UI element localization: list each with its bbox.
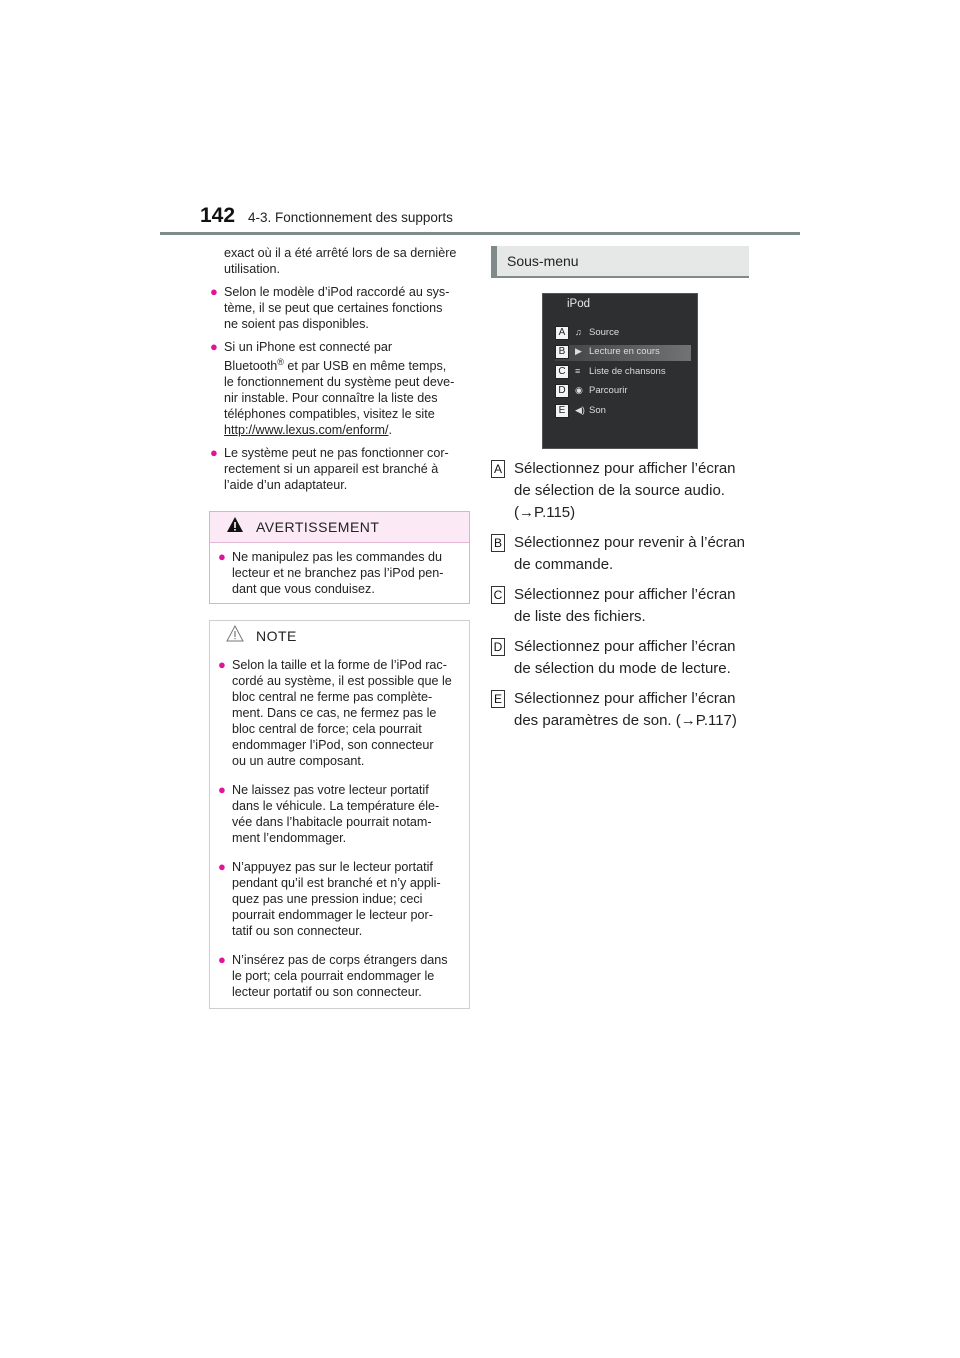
source-icon: ♫	[575, 327, 582, 337]
text-line: ne soient pas disponibles.	[224, 317, 369, 331]
text-line: nir instable. Pour connaître la liste des	[224, 391, 438, 405]
description-d: D Sélectionnez pour afficher l’écran de sélection du mode de lecture.	[491, 636, 761, 680]
note-item: ● Ne laissez pas votre lecteur portatif dans le véhicule. La température éle- vée dans l’habitacle pourrait notam- ment l’endommager.	[218, 782, 440, 845]
browse-eye-icon: ◉	[575, 385, 583, 395]
text-line: tème, il se peut que certaines fonctions	[224, 301, 443, 315]
bullet-icon: ●	[218, 859, 226, 874]
note-item: ● Selon la taille et la forme de l’iPod rac- cordé au système, il est possible que le bloc central ne ferme pas complète- ment. Dans ce cas, ne fermez pas le bloc central de force; cela pourrait endommager l’iPod, son connecteur ou un autre composant.	[218, 657, 452, 768]
screen-row-browse[interactable]: D ◉ Parcourir	[555, 384, 691, 400]
ipod-submenu-screen	[542, 293, 698, 449]
playlist-icon: ≡	[575, 366, 581, 376]
bullet-icon: ●	[210, 284, 218, 299]
text-line: utilisation.	[224, 262, 281, 276]
note-title: NOTE	[256, 628, 297, 644]
callout-letter: A	[491, 460, 505, 478]
submenu-header	[491, 246, 749, 278]
warning-item: ● Ne manipulez pas les commandes du lecteur et ne branchez pas l’iPod pen- dant que vous conduisez.	[218, 549, 444, 596]
description-e: E Sélectionnez pour afficher l’écran des paramètres de son. (→P.117)	[491, 688, 761, 732]
header-rule	[160, 232, 800, 235]
callout-letter: B	[491, 534, 505, 552]
warning-header	[210, 512, 469, 543]
callout-label: A	[555, 326, 569, 340]
screen-row-sound[interactable]: E ◀) Son	[555, 404, 691, 420]
speaker-icon: ◀)	[575, 405, 585, 415]
description-c: C Sélectionnez pour afficher l’écran de liste des fichiers.	[491, 584, 761, 628]
page-number: 142	[200, 204, 236, 227]
bullet-icon: ●	[218, 782, 226, 797]
screen-title: iPod	[567, 298, 591, 310]
bullet-icon: ●	[210, 445, 218, 460]
text-line: exact où il a été arrêté lors de sa dernière	[224, 246, 457, 260]
page-reference: (→P.115)	[514, 504, 576, 521]
callout-label: C	[555, 365, 569, 379]
description-b: B Sélectionnez pour revenir à l’écran de commande.	[491, 532, 761, 576]
text-line: http://www.lexus.com/enform/.	[224, 423, 392, 437]
screen-row-source[interactable]: A ♫ Source	[555, 326, 691, 342]
bullet-icon: ●	[210, 339, 218, 354]
screen-row-song-list[interactable]: C ≡ Liste de chansons	[555, 365, 691, 381]
text-line: Bluetooth® et par USB en même temps,	[224, 356, 447, 373]
note-item: ● N’insérez pas de corps étrangers dans le port; cela pourrait endommager le lecteur portatif ou son connecteur.	[218, 952, 448, 999]
submenu-title: Sous-menu	[507, 253, 579, 269]
text-line: Le système peut ne pas fonctionner cor-	[224, 446, 449, 460]
bullet-icon: ●	[218, 657, 226, 672]
bullet-item	[210, 284, 449, 332]
play-circle-icon: ▶	[575, 346, 582, 356]
description-a: A Sélectionnez pour afficher l’écran de sélection de la source audio. (→P.115)	[491, 458, 761, 524]
warning-title: AVERTISSEMENT	[256, 519, 380, 535]
text-line: le fonctionnement du système peut deve-	[224, 375, 455, 389]
bullet-item	[210, 445, 449, 493]
note-item: ● N’appuyez pas sur le lecteur portatif pendant qu’il est branché et n’y appli- quez pas une pression indue; ceci pourrait endommager le lecteur por- tatif ou son connecteur.	[218, 859, 441, 938]
lexus-enform-link[interactable]: http://www.lexus.com/enform/	[224, 423, 389, 437]
warning-triangle-icon	[226, 516, 244, 534]
screen-row-now-playing[interactable]: B ▶ Lecture en cours	[555, 345, 691, 361]
text-line: Si un iPhone est connecté par	[224, 340, 393, 354]
callout-letter: C	[491, 586, 505, 604]
callout-letter: D	[491, 638, 505, 656]
caution-triangle-icon	[226, 625, 244, 643]
text-line: l’aide d’un adaptateur.	[224, 478, 348, 492]
intro-paragraph	[224, 245, 456, 277]
warning-box	[209, 511, 470, 604]
text-line: Selon le modèle d’iPod raccordé au sys-	[224, 285, 450, 299]
text-line: téléphones compatibles, visitez le site	[224, 407, 435, 421]
note-box	[209, 620, 470, 1009]
callout-label: D	[555, 384, 569, 398]
note-header	[210, 621, 469, 651]
callout-label: B	[555, 345, 569, 359]
callout-label: E	[555, 404, 569, 418]
bullet-icon: ●	[218, 549, 226, 564]
bullet-icon: ●	[218, 952, 226, 967]
section-title: 4-3. Fonctionnement des supports	[248, 210, 453, 225]
text-line: rectement si un appareil est branché à	[224, 462, 439, 476]
callout-letter: E	[491, 690, 505, 708]
bullet-item	[210, 339, 454, 438]
